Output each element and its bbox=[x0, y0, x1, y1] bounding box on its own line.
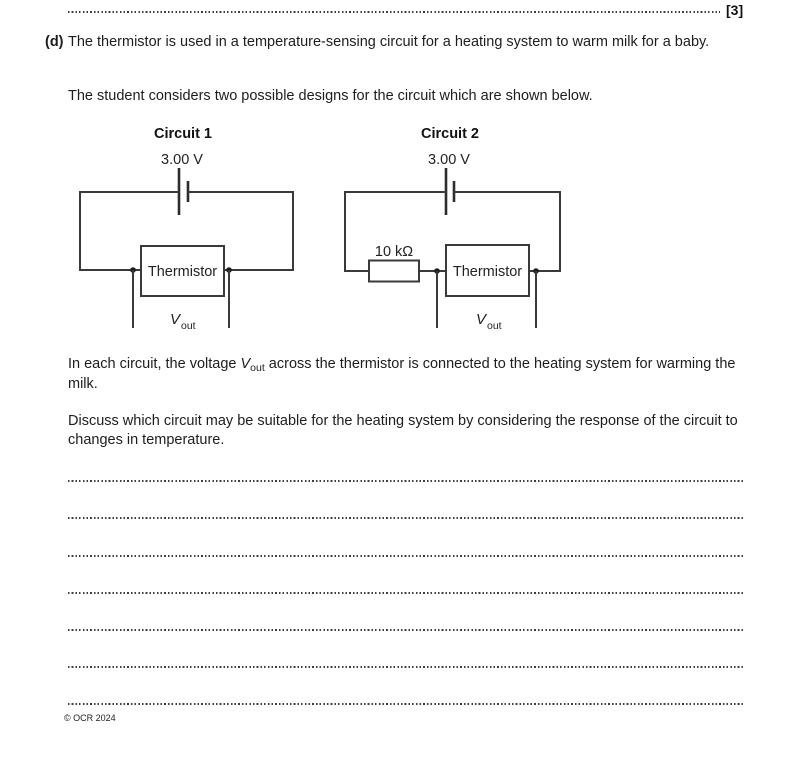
answer-line bbox=[68, 480, 745, 482]
marks-dotted-line bbox=[68, 11, 720, 13]
question-intro-text: The thermistor is used in a temperature-sensing circuit for a heating system to warm milk for a baby. bbox=[68, 34, 710, 50]
answer-line bbox=[68, 517, 745, 519]
vout-sentence bbox=[68, 355, 748, 393]
marks-badge: [3] bbox=[726, 2, 744, 18]
cell-icon bbox=[446, 168, 454, 215]
circuit1-title: Circuit 1 bbox=[153, 126, 213, 142]
answer-line bbox=[68, 555, 745, 557]
circuit2-thermistor-label: Thermistor bbox=[452, 264, 523, 280]
cell-icon bbox=[179, 168, 188, 215]
circuit2-title: Circuit 2 bbox=[420, 126, 480, 142]
circuit1-vout-subscript: out bbox=[181, 320, 196, 332]
circuit2-resistor-label: 10 kΩ bbox=[374, 244, 414, 260]
circuit2-diagram bbox=[325, 120, 585, 340]
vout-sentence-pre: In each circuit, the voltage bbox=[68, 356, 241, 372]
vout-symbol: V bbox=[240, 356, 251, 372]
copyright-text: © OCR 2024 bbox=[64, 713, 116, 723]
vout-sentence-post: across the thermistor is connected to the heating system for warming the milk. bbox=[68, 356, 736, 392]
answer-line bbox=[68, 666, 745, 668]
circuit1-vout-symbol: V bbox=[170, 311, 181, 328]
discuss-sentence: Discuss which circuit may be suitable for the heating system by considering the response of the circuit to changes in temperature. bbox=[68, 413, 738, 448]
answer-line bbox=[68, 629, 745, 631]
question-designs-text: The student considers two possible designs for the circuit which are shown below. bbox=[68, 88, 593, 104]
vout-subscript: out bbox=[250, 362, 265, 374]
circuit2-vout-symbol: V bbox=[476, 311, 487, 328]
circuit1-diagram bbox=[60, 120, 320, 340]
circuit2-vout-subscript: out bbox=[487, 320, 502, 332]
circuit1-thermistor-label: Thermistor bbox=[147, 264, 218, 280]
answer-line bbox=[68, 703, 745, 705]
circuit2-voltage-label: 3.00 V bbox=[428, 152, 470, 168]
circuit1-voltage-label: 3.00 V bbox=[161, 152, 203, 168]
question-d bbox=[45, 33, 757, 52]
answer-line bbox=[68, 592, 745, 594]
circuit2-resistor-box bbox=[369, 261, 419, 282]
question-label: (d) bbox=[45, 34, 64, 50]
